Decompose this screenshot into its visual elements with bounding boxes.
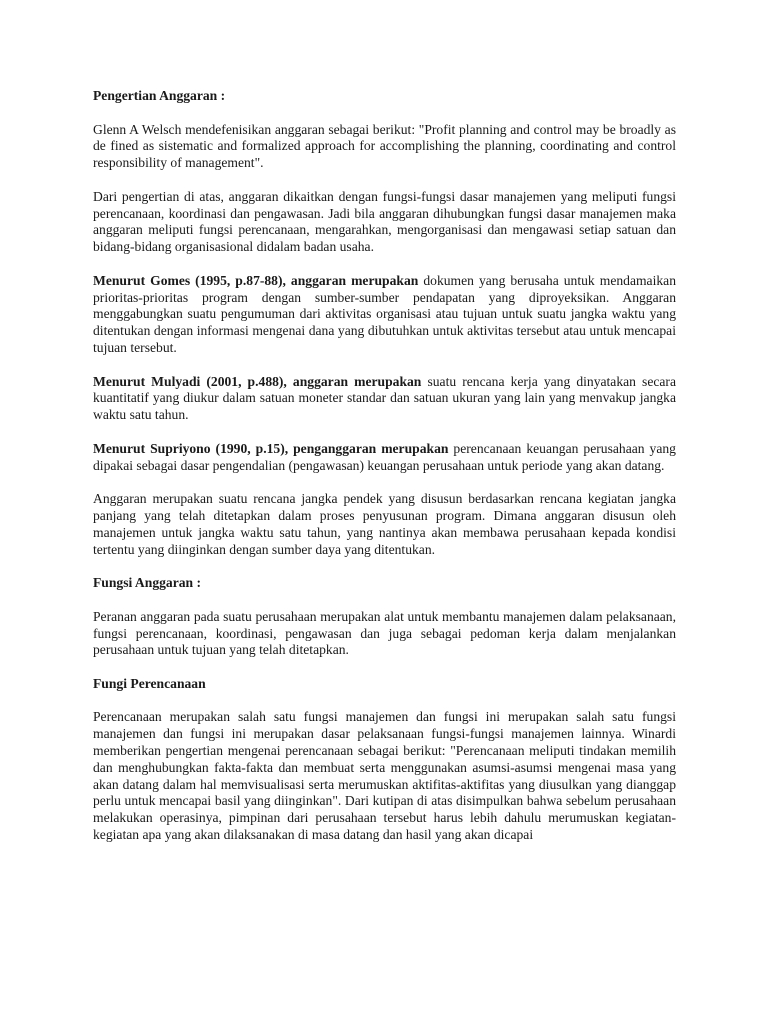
paragraph-welsch-definition: Glenn A Welsch mendefenisikan anggaran sebagai berikut: "Profit planning and control may be broadly as de fined as sistematic and formalized approach for accomplishing the planning, coordinating and control responsibility of management".	[93, 121, 676, 171]
paragraph-supriyono-definition	[93, 441, 676, 475]
paragraph-fungsi-dasar-manajemen: Dari pengertian di atas, anggaran dikaitkan dengan fungsi-fungsi dasar manajemen yang meliputi fungsi perencanaan, koordinasi dan pengawasan. Jadi bila anggaran dihubungkan fungsi dasar manajemen maka anggaran meliputi fungsi perencanaan, mengarahkan, mengorganisasi dan mengawasi setiap satuan dan bidang-bidang organisasional didalam badan usaha.	[93, 188, 676, 255]
gomes-body-text: dokumen yang berusaha untuk mendamaikan prioritas-prioritas program dengan sumber-sumber pendapatan yang diproyeksikan. Anggaran menggabungkan suatu pengumuman dari aktivitas organisasi atau tujuan untuk suatu jangka waktu yang ditentukan dengan informasi mengenai dana yang dibutuhkan untuk aktivitas tersebut atau untuk mencapai tujuan tersebut.	[93, 272, 676, 355]
heading-fungsi-anggaran: Fungsi Anggaran :	[93, 575, 202, 591]
supriyono-body-text: perencanaan keuangan perusahaan yang dipakai sebagai dasar pengendalian (pengawasan) keuangan perusahaan untuk periode yang akan datang.	[93, 440, 676, 473]
mulyadi-lead-text: Menurut Mulyadi (2001, p.488), anggaran merupakan	[93, 373, 422, 389]
gomes-lead-text: Menurut Gomes (1995, p.87-88), anggaran merupakan	[93, 272, 419, 288]
paragraph-gomes-definition	[93, 273, 676, 357]
mulyadi-body-text: suatu rencana kerja yang dinyatakan secara kuantitatif yang diukur dalam satuan moneter standar dan satuan ukuran yang lain yang menvakup jangka waktu satu tahun.	[93, 373, 676, 423]
paragraph-perencanaan: Perencanaan merupakan salah satu fungsi manajemen dan fungsi ini merupakan salah satu fungsi manajemen dan fungsi ini merupakan dasar pelaksanaan fungsi-fungsi manajemen lainnya. Winardi memberikan pengertian mengenai perencanaan sebagai berikut: "Perencanaan meliputi tindakan memilih dan menghubungkan fakta-fakta dan membuat serta menggunakan asumsi-asumsi mengenai masa yang akan datang dalam hal memvisualisasi serta merumuskan aktifitas-aktifitas yang diusulkan yang dianggap perlu untuk mencapai basil yang diinginkan". Dari kutipan di atas disimpulkan bahwa sebelum perusahaan melakukan operasinya, pimpinan dari perusahaan tersebut harus lebih dahulu merumuskan kegiatan-kegiatan apa yang akan dilaksanakan di masa datang dan hasil yang akan dicapai	[93, 709, 676, 843]
paragraph-mulyadi-definition	[93, 374, 676, 424]
heading-pengertian-anggaran: Pengertian Anggaran :	[93, 88, 226, 103]
document-page	[93, 88, 676, 861]
supriyono-lead-text: Menurut Supriyono (1990, p.15), penganggaran merupakan	[93, 440, 449, 456]
paragraph-peranan-anggaran: Peranan anggaran pada suatu perusahaan merupakan alat untuk membantu manajemen dalam pelaksanaan, fungsi perencanaan, koordinasi, pengawasan dan juga sebagai pedoman kerja dalam menjalankan perusahaan untuk tujuan yang telah ditetapkan.	[93, 608, 676, 658]
paragraph-rencana-jangka-pendek: Anggaran merupakan suatu rencana jangka pendek yang disusun berdasarkan rencana kegiatan jangka panjang yang telah ditetapkan dalam proses penyusunan program. Dimana anggaran disusun oleh manajemen untuk jangka waktu satu tahun, yang nantinya akan membawa perusahaan kepada kondisi tertentu yang diinginkan dengan sumber daya yang ditentukan.	[93, 491, 676, 557]
heading-fungsi-perencanaan: Fungi Perencanaan	[93, 675, 206, 691]
